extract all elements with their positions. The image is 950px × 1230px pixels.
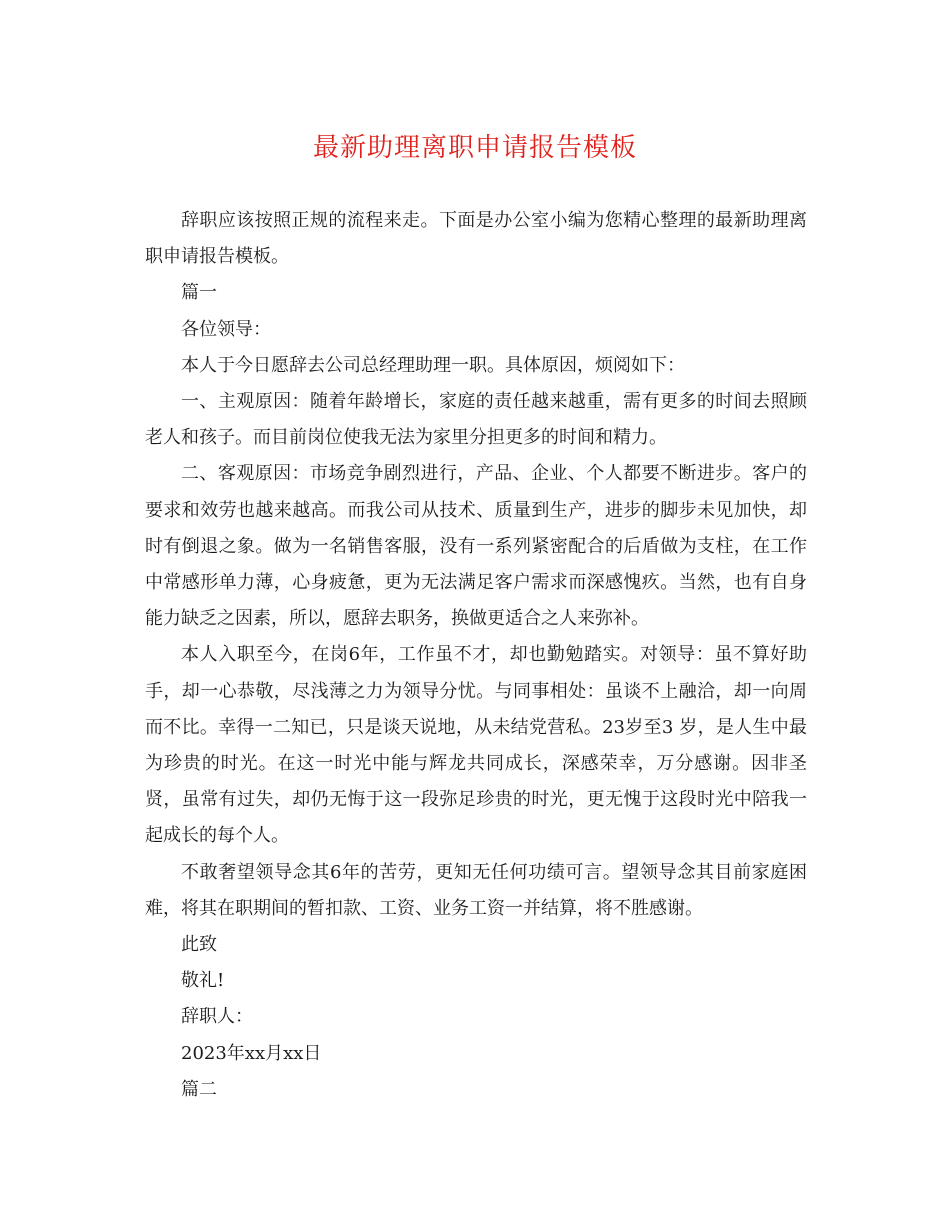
section-heading-part-one: 篇一: [181, 282, 217, 304]
closing-jingli: 敬礼!: [181, 970, 225, 992]
paragraph-intro: 辞职应该按照正规的流程来走。下面是办公室小编为您精心整理的最新助理离职申请报告模板。: [145, 210, 807, 268]
document-title: 最新助理离职申请报告模板: [312, 133, 637, 163]
signature-date: 2023年xx月xx日: [181, 1042, 322, 1064]
closing-cizhi: 此致: [181, 934, 217, 956]
paragraph-subjective-reason: 一、主观原因：随着年龄增长，家庭的责任越来越重，需有更多的时间去照顾老人和孩子。而目前岗位使我无法为家里分担更多的时间和精力。: [145, 391, 807, 449]
document-body: [145, 203, 807, 1108]
paragraph-objective-reason: 二、客观原因：市场竞争剧烈进行，产品、企业、个人都要不断进步。客户的要求和效劳也越来越高。而我公司从技术、质量到生产，进步的脚步未见加快，却时有倒退之象。做为一名销售客服，没有一系列紧密配合的后盾做为支柱，在工作中常感形单力薄，心身疲惫，更为无法满足客户需求而深感愧疚。当然，也有自身能力缺乏之因素，所以，愿辞去职务，换做更适合之人来弥补。: [145, 463, 807, 630]
salutation: 各位领导：: [181, 318, 271, 340]
paragraph-request: 不敢奢望领导念其6年的苦劳，更知无任何功绩可言。望领导念其目前家庭困难，将其在职期间的暂扣款、工资、业务工资一并结算，将不胜感谢。: [145, 861, 807, 919]
signature-label: 辞职人：: [181, 1006, 253, 1028]
section-heading-part-two: 篇二: [181, 1078, 217, 1100]
paragraph-statement: 本人于今日愿辞去公司总经理助理一职。具体原因，烦阅如下：: [181, 354, 685, 376]
paragraph-work-history: 本人入职至今，在岗6年，工作虽不才，却也勤勉踏实。对领导：虽不算好助手，却一心恭敬，尽浅薄之力为领导分忧。与同事相处：虽谈不上融洽，却一向周而不比。幸得一二知已，只是谈天说地，从未结党营私。23岁至3 岁，是人生中最为珍贵的时光。在这一时光中能与辉龙共同成长，深感荣幸，万分感谢。因非圣贤，虽常有过失，却仍无悔于这一段弥足珍贵的时光，更无愧于这段时光中陪我一起成长的每个人。: [145, 644, 807, 847]
